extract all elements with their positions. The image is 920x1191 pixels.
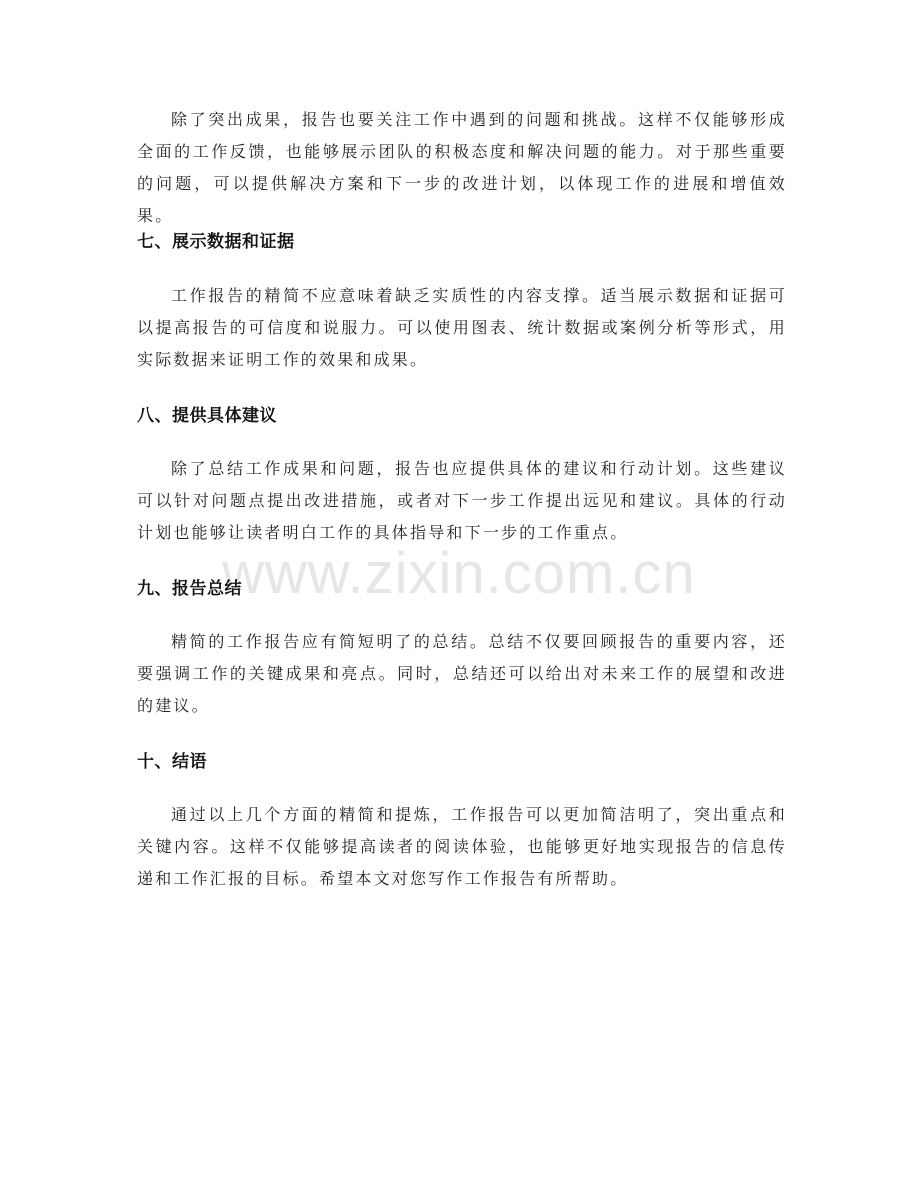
section-ten-heading: 十、结语 <box>137 752 207 772</box>
section-nine-paragraph: 精简的工作报告应有简短明了的总结。总结不仅要回顾报告的重要内容，还要强调工作的关键成果和亮点。同时，总结还可以给出对未来工作的展望和改进的建议。 <box>137 632 787 715</box>
section-eight-paragraph: 除了总结工作成果和问题，报告也应提供具体的建议和行动计划。这些建议可以针对问题点提出改进措施，或者对下一步工作提出远见和建议。具体的行动计划也能够让读者明白工作的具体指导和下一步的工作重点。 <box>137 459 787 542</box>
section-nine-heading: 九、报告总结 <box>137 579 242 599</box>
intro-paragraph: 除了突出成果，报告也要关注工作中遇到的问题和挑战。这样不仅能够形成全面的工作反馈，也能够展示团队的积极态度和解决问题的能力。对于那些重要的问题，可以提供解决方案和下一步的改进计划，以体现工作的进展和增值效果。 <box>137 110 787 225</box>
section-seven-heading: 七、展示数据和证据 <box>137 232 295 252</box>
section-seven-paragraph: 工作报告的精简不应意味着缺乏实质性的内容支撑。适当展示数据和证据可以提高报告的可信度和说服力。可以使用图表、统计数据或案例分析等形式，用实际数据来证明工作的效果和成果。 <box>137 286 787 369</box>
section-ten-paragraph: 通过以上几个方面的精简和提炼，工作报告可以更加简洁明了，突出重点和关键内容。这样不仅能够提高读者的阅读体验，也能够更好地实现报告的信息传递和工作汇报的目标。希望本文对您写作工作报告有所帮助。 <box>137 805 787 888</box>
watermark: www.zixin.com.cn <box>222 541 696 606</box>
section-eight-heading: 八、提供具体建议 <box>137 406 277 426</box>
